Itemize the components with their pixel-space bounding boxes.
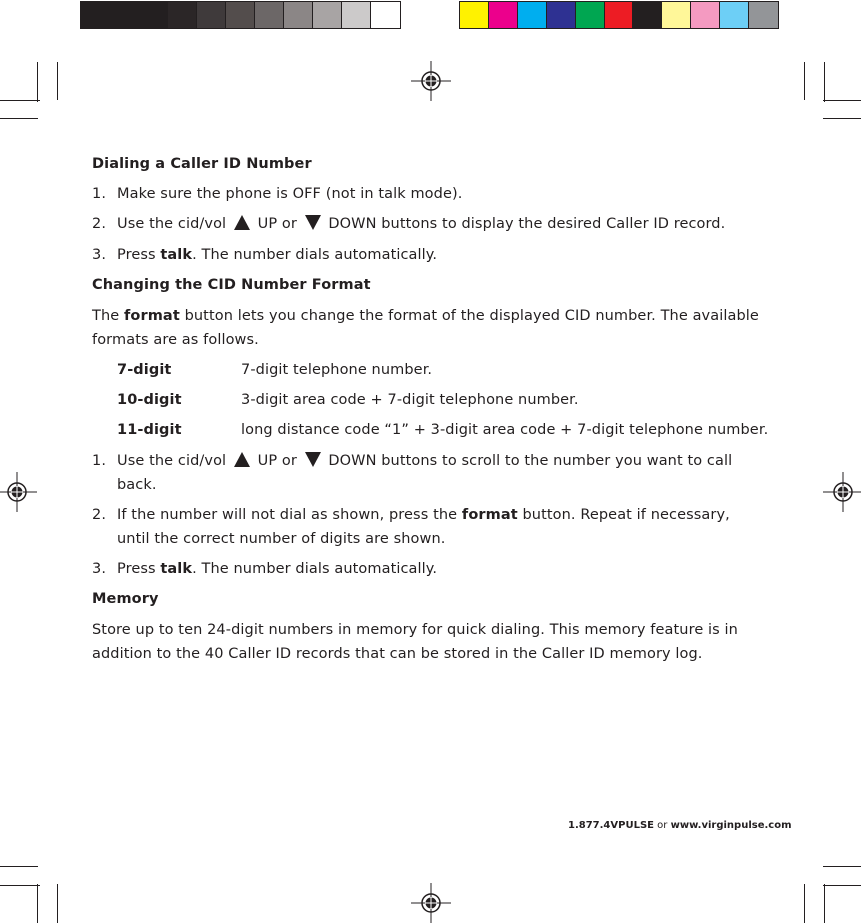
memory-line-1: Store up to ten 24-digit numbers in memory for quick dialing. This memory feature is in [92, 622, 738, 638]
down-triangle-icon [305, 215, 321, 230]
color-swatch [605, 2, 634, 28]
step-line-2: until the correct number of digits are shown. [117, 531, 446, 547]
intro-line-1-text: button lets you change the format of the displayed CID number. The available [184, 308, 759, 324]
color-swatch [749, 2, 778, 28]
color-swatch [547, 2, 576, 28]
step-text-down: DOWN buttons to scroll to the number you want to call [328, 453, 733, 469]
intro-line-1 [92, 306, 772, 326]
step-text [117, 505, 757, 549]
crop-mark [804, 62, 805, 100]
step-number: 3. [92, 247, 107, 263]
format-term: 10-digit [117, 392, 182, 408]
color-swatch [139, 2, 168, 28]
color-swatch [633, 2, 662, 28]
crop-mark [37, 62, 38, 102]
talk-key-label: talk [160, 561, 193, 577]
footer-contact [568, 820, 792, 831]
color-swatch [720, 2, 749, 28]
process-color-bar [459, 1, 779, 29]
registration-target-icon [411, 883, 451, 923]
step-text-pre: Press [117, 247, 156, 263]
step-number: 1. [92, 453, 107, 469]
crop-mark [804, 884, 805, 923]
step-number: 2. [92, 216, 107, 232]
color-swatch [226, 2, 255, 28]
memory-paragraph [92, 620, 772, 664]
color-swatch [518, 2, 547, 28]
step-text [117, 214, 757, 234]
step-text [117, 559, 757, 579]
crop-mark [823, 866, 861, 867]
format-key-label: format [124, 308, 180, 324]
step-text-pre: If the number will not dial as shown, press the [117, 507, 458, 523]
registration-target-icon [411, 61, 451, 101]
section-heading: Memory [92, 591, 159, 607]
color-swatch [691, 2, 720, 28]
color-swatch [168, 2, 197, 28]
color-swatch [489, 2, 518, 28]
step-text-pre: Press [117, 561, 156, 577]
crop-mark [0, 100, 40, 101]
step-line-2: back. [117, 477, 157, 493]
talk-key-label: talk [160, 247, 193, 263]
intro-paragraph [92, 306, 772, 350]
step-text [117, 245, 757, 265]
format-term: 7-digit [117, 362, 172, 378]
color-swatch [342, 2, 371, 28]
up-triangle-icon [234, 215, 250, 230]
format-key-label: format [461, 507, 518, 523]
format-term: 11-digit [117, 422, 182, 438]
step-number: 3. [92, 561, 107, 577]
intro-line-2: formats are as follows. [92, 332, 259, 348]
crop-mark [0, 118, 38, 119]
color-swatch [284, 2, 313, 28]
crop-mark [0, 885, 40, 886]
format-description: 3-digit area code + 7-digit telephone number. [241, 392, 579, 408]
color-swatch [255, 2, 284, 28]
step-text-post: . The number dials automatically. [192, 561, 438, 577]
step-text-post: button. Repeat if necessary, [522, 507, 730, 523]
section-heading: Dialing a Caller ID Number [92, 156, 312, 172]
step-line-1 [117, 505, 757, 525]
crop-mark [824, 884, 825, 923]
step-text-up: UP or [257, 216, 297, 232]
step-text-pre: Use the cid/vol [117, 216, 227, 232]
intro-pre: The [92, 308, 120, 324]
step-number: 2. [92, 507, 107, 523]
footer-phone: 1.877.4VPULSE [568, 820, 654, 831]
step-text: Make sure the phone is OFF (not in talk mode). [117, 186, 463, 202]
color-swatch [371, 2, 400, 28]
crop-mark [824, 62, 825, 102]
format-description: 7-digit telephone number. [241, 362, 433, 378]
color-swatch [460, 2, 489, 28]
color-swatch [110, 2, 139, 28]
step-number: 1. [92, 186, 107, 202]
color-swatch [197, 2, 226, 28]
crop-mark [37, 884, 38, 923]
color-swatch [576, 2, 605, 28]
step-line-1 [117, 451, 757, 471]
down-triangle-icon [305, 452, 321, 467]
footer-or: or [657, 820, 668, 831]
crop-mark [0, 866, 38, 867]
step-text-up: UP or [257, 453, 297, 469]
section-heading: Changing the CID Number Format [92, 277, 371, 293]
step-text-post: . The number dials automatically. [192, 247, 438, 263]
color-swatch [313, 2, 342, 28]
registration-target-icon [0, 472, 37, 512]
crop-mark [57, 62, 58, 100]
step-text-down: DOWN buttons to display the desired Caller ID record. [328, 216, 726, 232]
step-text [117, 451, 757, 495]
crop-mark [823, 885, 861, 886]
crop-mark [57, 884, 58, 923]
footer-url[interactable]: www.virginpulse.com [670, 820, 792, 831]
registration-target-icon [823, 472, 861, 512]
grayscale-color-bar [80, 1, 401, 29]
up-triangle-icon [234, 452, 250, 467]
color-swatch [81, 2, 110, 28]
crop-mark [823, 100, 861, 101]
color-swatch [662, 2, 691, 28]
memory-line-2: addition to the 40 Caller ID records that can be stored in the Caller ID memory log. [92, 646, 703, 662]
format-description: long distance code “1” + 3-digit area code + 7-digit telephone number. [241, 422, 769, 438]
crop-mark [823, 118, 861, 119]
step-text-pre: Use the cid/vol [117, 453, 227, 469]
